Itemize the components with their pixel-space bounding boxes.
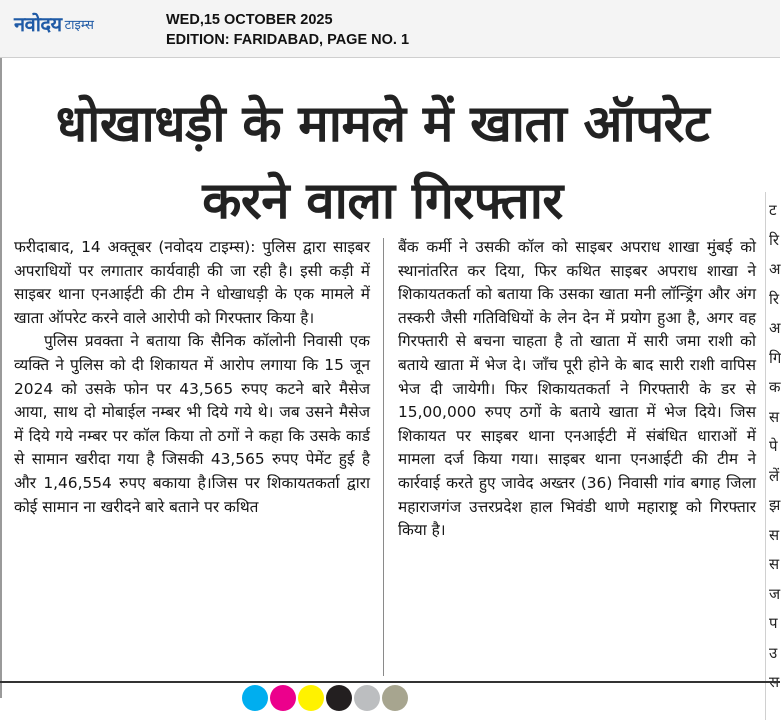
registration-dot: [270, 685, 296, 711]
edition-info: [166, 10, 409, 50]
newspaper-logo: [14, 10, 94, 36]
adjacent-glyph: अ: [769, 260, 781, 278]
paragraph-2: पुलिस प्रवक्ता ने बताया कि सैनिक कॉलोनी निवासी एक व्यक्ति ने पुलिस को दी शिकायत में आरोप लगाया कि 15 जून 2024 को उसके फोन पर 43,565 रुपए कटने बारे मैसेज आया, साथ दो मोबाईल नम्बर भी दिये गये थे। जब उसने मैसेज में दिये गये नम्बर पर कॉल किया तो ठगों ने कहा कि उसके कार्ड से सामान खरीदा गया है जिसकी 43,565 रुपए पेमेंट हुई है और 1,46,554 रुपए बकाया है।जिस पर शिकायतकर्ता द्वारा कोई सामान ना खरीदने बारे बताने पर कथित: [14, 332, 370, 516]
column-divider: [383, 238, 384, 676]
adjacent-glyph: लें: [769, 466, 780, 485]
adjacent-glyph: ज: [769, 584, 781, 603]
registration-dot: [242, 685, 268, 711]
adjacent-glyph: रि: [769, 230, 780, 249]
adjacent-article-edge: [765, 192, 780, 720]
article-column-2: [398, 236, 756, 543]
adjacent-glyph: ट: [769, 201, 777, 219]
adjacent-glyph: स: [769, 555, 780, 573]
registration-dot: [298, 685, 324, 711]
headline-line-1: धोखाधड़ी के मामले में खाता ऑपरेट: [55, 95, 710, 154]
registration-dot: [326, 685, 352, 711]
article-column-1: [14, 236, 370, 519]
paragraph-1: फरीदाबाद, 14 अक्तूबर (नवोदय टाइम्स): पुलिस द्वारा साइबर अपराधियों पर लगातार कार्यवाही की जा रही है। इसी कड़ी में साइबर थाना एनआईटी की टीम ने धोखाधड़ी के एक मामले में खाता ऑपरेट करने वाले आरोपी को गिरफ्तार किया है।: [14, 238, 370, 327]
left-margin-rule: [0, 58, 2, 698]
logo-main-text: नवोदय: [14, 11, 62, 36]
masthead-bar: [0, 0, 780, 58]
adjacent-glyph: प: [769, 614, 778, 632]
adjacent-glyph: क: [769, 378, 781, 396]
page-bottom-rule: [0, 681, 780, 683]
adjacent-glyph: झ: [769, 496, 781, 514]
adjacent-glyph: उ: [769, 643, 778, 662]
registration-dot: [382, 685, 408, 711]
adjacent-glyph: रि: [769, 289, 780, 308]
registration-dot: [354, 685, 380, 711]
adjacent-glyph: स: [769, 407, 780, 426]
adjacent-glyph: पे: [769, 437, 778, 455]
adjacent-glyph: गि: [769, 348, 781, 367]
color-registration-marks: [242, 685, 408, 711]
headline-line-2: करने वाला गिरफ्तार: [202, 172, 563, 231]
edition-page: EDITION: FARIDABAD, PAGE NO. 1: [166, 32, 410, 48]
paragraph-3: बैंक कर्मी ने उसकी कॉल को साइबर अपराध शाखा मुंबई को स्थानांतरित कर दिया, फिर कथित साइबर अपराध शाखा ने शिकायतकर्ता को बताया कि उसका खाता मनी लॉन्ड्रिंग और अंग तस्करी जैसी गतिविधियों के लेन देन में प्रयोग हुआ है, अगर वह गिरफ्तारी से बचना चाहता है तो खाता में सारी जमा राशी को बताये खाता में भेज दे। जाँच पूरी होने के बाद सारी राशी वापिस भेज दी जायेगी। फिर शिकायतकर्ता ने गिरफ्तारी के डर से 15,00,000 रुपए ठगों के बताये खाता में भेज दिये। जिस शिकायत पर साइबर थाना एनआईटी में संबंधित धाराओं में मामला दर्ज किया गया। साइबर थाना एनआईटी की टीम ने कार्रवाई करते हुए जावेद अख्तर (36) निवासी गांव बगाह जिला महाराजगंज उत्तरप्रदेश हाल भिवंडी थाणे महाराष्ट्र को गिरफ्तार किया है।: [398, 238, 756, 540]
adjacent-glyph: अ: [769, 319, 781, 337]
publication-date: WED,15 OCTOBER 2025: [166, 12, 333, 28]
logo-sub-text: टाइम्स: [64, 18, 94, 33]
article-headline: [10, 86, 755, 240]
adjacent-glyph: स: [769, 525, 780, 544]
